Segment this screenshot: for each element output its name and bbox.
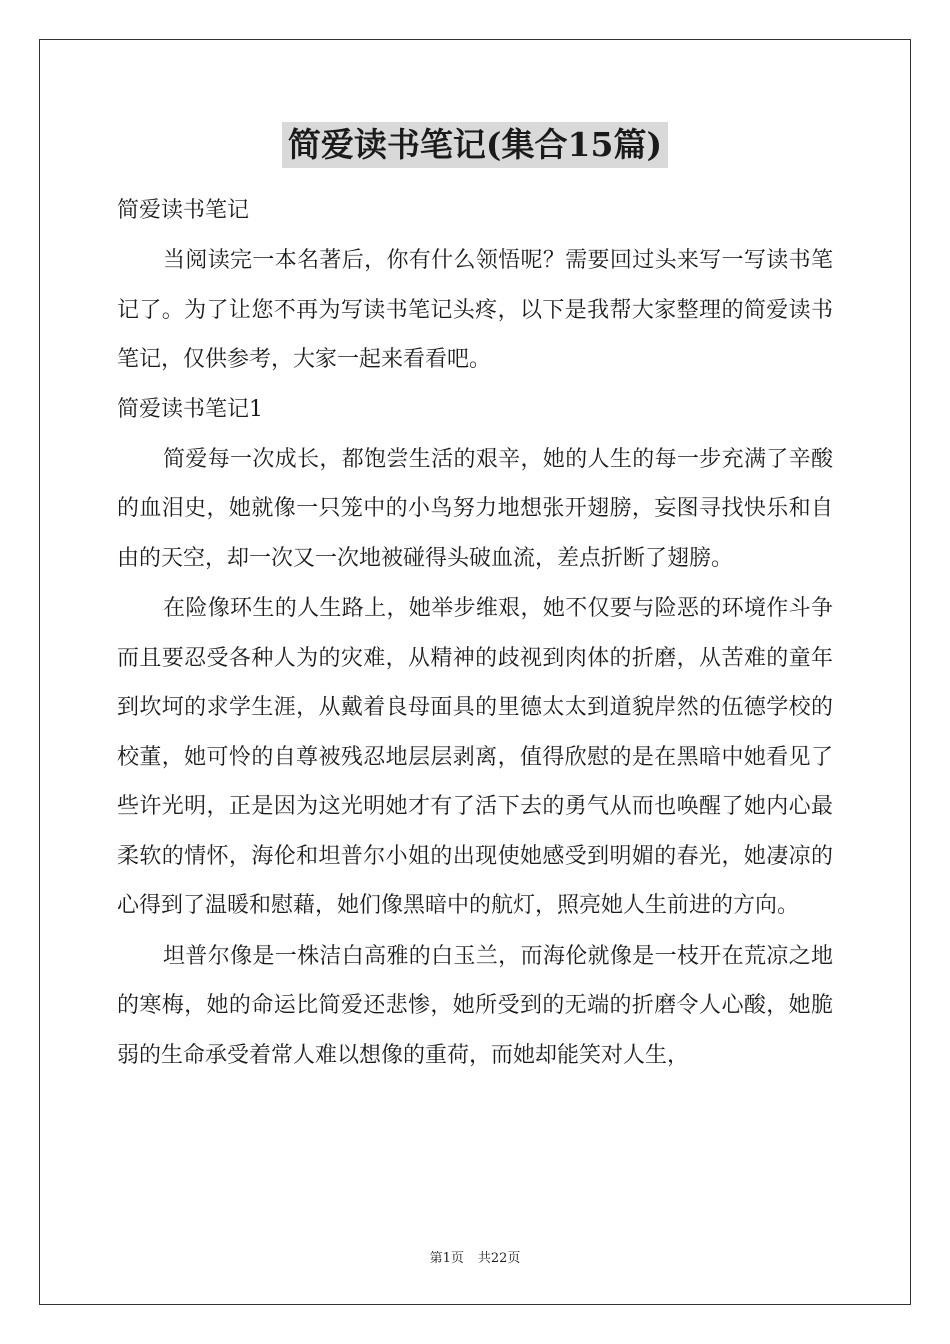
intro-paragraph: 当阅读完一本名著后，你有什么领悟呢？需要回过头来写一写读书笔记了。为了让您不再为写读书笔记头疼，以下是我帮大家整理的简爱读书笔记，仅供参考，大家一起来看看吧。 xyxy=(117,248,833,372)
page-footer xyxy=(0,1247,950,1266)
body-paragraph-1: 简爱每一次成长，都饱尝生活的艰辛，她的人生的每一步充满了辛酸的血泪史，她就像一只笼中的小鸟努力地想张开翅膀，妄图寻找快乐和自由的天空，却一次又一次地被碰得头破血流，差点折断了翅膀。 xyxy=(117,446,833,571)
body-paragraph-3: 坦普尔像是一株洁白高雅的白玉兰，而海伦就像是一枝开在荒凉之地的寒梅，她的命运比简爱还悲惨，她所受到的无端的折磨令人心酸，她脆弱的生命承受着常人难以想像的重荷，而她却能笑对人生， xyxy=(117,943,833,1068)
page-number-current: 第1页 xyxy=(429,1251,464,1266)
document-body xyxy=(117,122,833,1080)
body-paragraph-2: 在险像环生的人生路上，她举步维艰，她不仅要与险恶的环境作斗争而且要忍受各种人为的灾难，从精神的歧视到肉体的折磨，从苦难的童年到坎坷的求学生涯，从戴着良母面具的里德太太到道貌岸然的伍德学校的校董，她可怜的自尊被残忍地层层剥离，值得欣慰的是在黑暗中她看见了些许光明，正是因为这光明她才有了活下去的勇气从而也唤醒了她内心最柔软的情怀，海伦和坦普尔小姐的出现使她感受到明媚的春光，她凄凉的心得到了温暖和慰藉，她们像黑暗中的航灯，照亮她人生前进的方向。 xyxy=(117,596,833,918)
page-number-total: 共22页 xyxy=(477,1251,521,1266)
intro-heading: 简爱读书笔记 xyxy=(117,198,250,223)
section-heading: 简爱读书笔记1 xyxy=(117,396,263,422)
document-title: 简爱读书笔记(集合15篇) xyxy=(282,122,668,168)
document-title-row xyxy=(117,122,833,172)
